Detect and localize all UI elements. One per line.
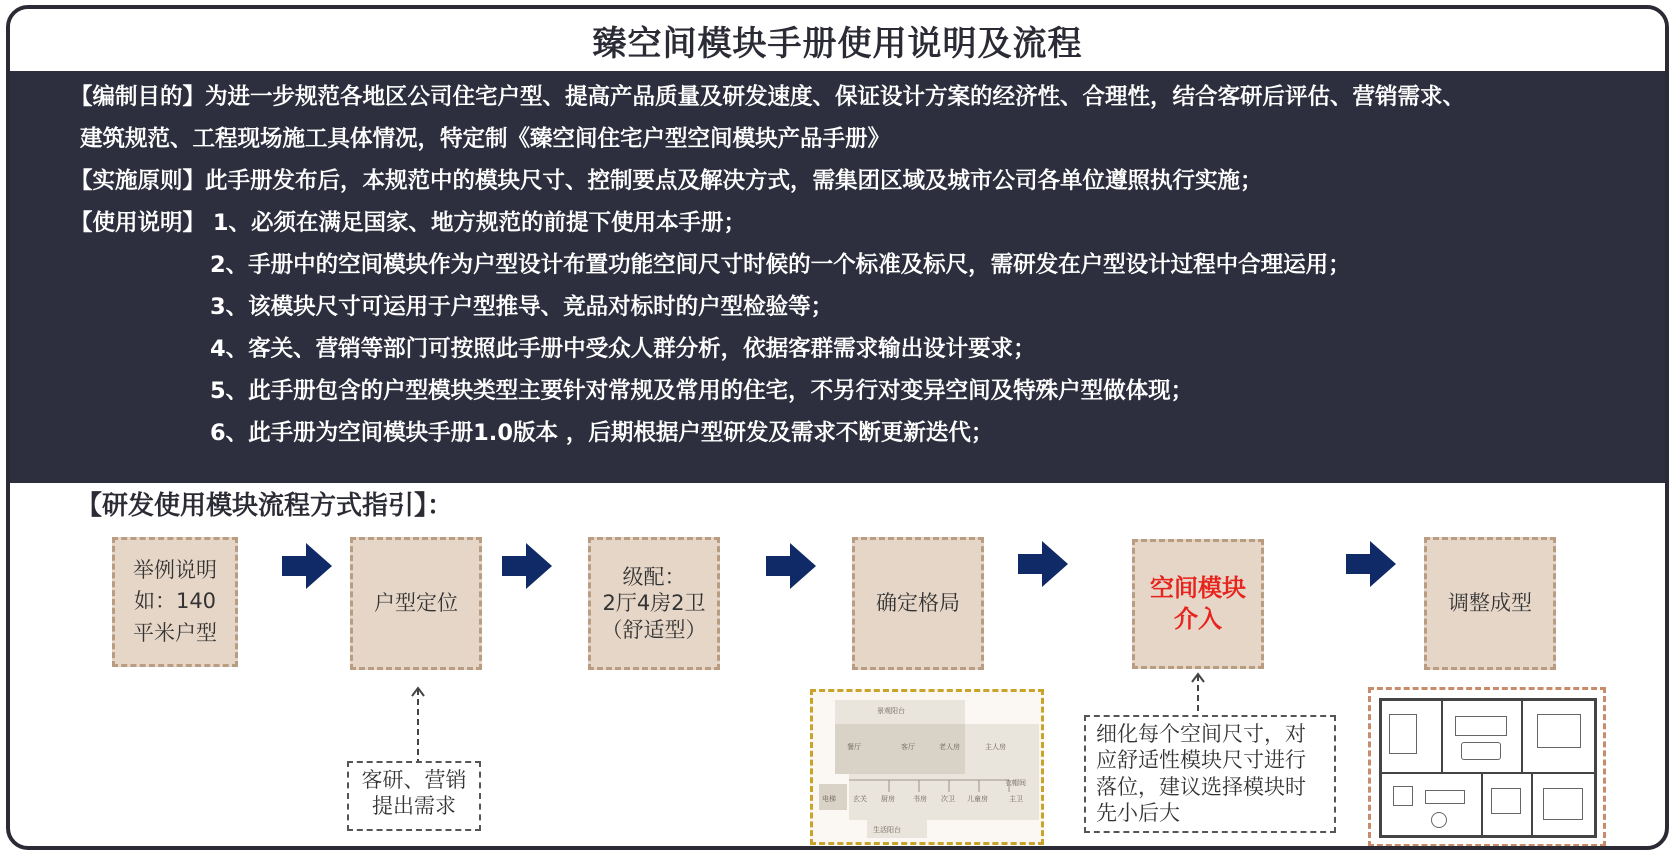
intro-line-2: 建筑规范、工程现场施工具体情况，特定制《臻空间住宅户型空间模块产品手册》 — [80, 126, 891, 152]
flow-arrow-icon — [282, 543, 332, 589]
page-title: 臻空间模块手册使用说明及流程 — [592, 23, 1083, 64]
detail-note-line-1: 细化每个空间尺寸，对 — [1096, 722, 1306, 746]
detail-note — [1084, 715, 1336, 833]
instructions-panel — [10, 71, 1665, 483]
intro-line-4: 【使用说明】 1、必须在满足国家、地方规范的前提下使用本手册； — [70, 210, 746, 236]
plan-label-b7: 主卫 — [1009, 795, 1023, 803]
step-example-line-1: 举例说明 — [133, 557, 217, 582]
plan-furniture — [1431, 812, 1447, 828]
intro-line-5: 2、手册中的空间模块作为户型设计布置功能空间尺寸时候的一个标准及标尺，需研发在户型设计过程中合理运用； — [210, 252, 1351, 278]
intro-line-7: 4、客关、营销等部门可按照此手册中受众人群分析，依据客群需求输出设计要求； — [210, 336, 1036, 362]
step-grading-line-2: 2厅4房2卫 — [602, 591, 706, 616]
intro-line-3: 【实施原则】此手册发布后，本规范中的模块尺寸、控制要点及解决方式，需集团区域及城市公司各单位遵照执行实施； — [70, 168, 1263, 194]
plan-wall — [1441, 701, 1443, 772]
plan-label-r4: 主人房 — [985, 743, 1006, 751]
plan-wall — [1379, 698, 1597, 701]
intro-line-8: 5、此手册包含的户型模块类型主要针对常规及常用的住宅，不另行对变异空间及特殊户型做体现； — [210, 378, 1194, 404]
plan-furniture — [1537, 714, 1581, 748]
demand-note — [347, 761, 481, 831]
plan-label-r3: 老人房 — [939, 743, 960, 751]
plan-wall — [1379, 698, 1382, 838]
finalized-floor-plan — [1368, 687, 1606, 847]
plan-label-r1: 餐厅 — [847, 743, 861, 751]
step-module-intervene — [1132, 539, 1264, 669]
flow-arrow-icon — [766, 543, 816, 589]
page-frame — [6, 5, 1669, 850]
plan-wall — [1594, 698, 1597, 838]
detail-note-line-3: 落位，建议选择模块时 — [1096, 774, 1306, 799]
flow-arrow-icon — [1018, 541, 1068, 587]
plan-label-r2: 客厅 — [901, 743, 915, 751]
layout-bubble-diagram — [810, 689, 1044, 845]
plan-label-b2: 玄关 — [853, 795, 867, 803]
step-example-line-3: 平米户型 — [133, 620, 217, 645]
plan-wall — [1382, 772, 1594, 774]
plan-furniture — [1455, 716, 1507, 736]
demand-note-line-2: 提出需求 — [372, 794, 456, 819]
plan-furniture — [1461, 742, 1501, 760]
plan-label-b4: 书房 — [913, 795, 927, 803]
step-example — [112, 537, 238, 667]
detail-connector-icon — [1188, 671, 1208, 719]
detail-note-line-2: 应舒适性模块尺寸进行 — [1096, 748, 1306, 773]
step-positioning-label: 户型定位 — [374, 590, 458, 615]
plan-label-b3: 厨房 — [881, 795, 895, 803]
plan-furniture — [1543, 788, 1583, 820]
flow-section-title: 【研发使用模块流程方式指引】： — [76, 491, 454, 521]
plan-wall — [1521, 701, 1523, 772]
step-example-line-2: 如：140 — [133, 589, 217, 614]
title-bar — [10, 9, 1665, 71]
step-layout — [852, 537, 984, 670]
step-grading-line-1: 级配： — [622, 565, 686, 590]
flow-arrow-icon — [502, 543, 552, 589]
plan-wall — [1531, 774, 1533, 835]
step-positioning — [350, 537, 482, 670]
plan-label-b6: 儿童房 — [967, 795, 988, 803]
demand-connector-icon — [408, 685, 428, 769]
step-finalize — [1424, 537, 1556, 670]
demand-note-line-1: 客研、营销 — [361, 768, 467, 792]
step-layout-label: 确定格局 — [876, 590, 960, 615]
step-grading-line-3: （舒适型） — [601, 617, 707, 642]
plan-flow-lines-icon — [849, 774, 1039, 798]
plan-furniture — [1393, 786, 1413, 806]
plan-label-side: 衣帽间 — [1005, 779, 1026, 787]
plan-furniture — [1389, 714, 1417, 754]
detail-note-line-4: 先小后大 — [1096, 800, 1180, 825]
intro-line-9: 6、此手册为空间模块手册1.0版本 ，后期根据户型研发及需求不断更新迭代； — [210, 420, 994, 446]
plan-label-bottom: 生活阳台 — [873, 826, 901, 834]
plan-label-b1: 电梯 — [822, 795, 836, 803]
step-finalize-label: 调整成型 — [1448, 590, 1532, 615]
plan-wall — [1481, 774, 1483, 835]
plan-label-b5: 次卫 — [941, 795, 955, 803]
flow-arrow-icon — [1346, 541, 1396, 587]
intro-line-1: 【编制目的】为进一步规范各地区公司住宅户型、提高产品质量及研发速度、保证设计方案的经济性、合理性，结合客研后评估、营销需求、 — [70, 84, 1466, 110]
intro-line-6: 3、该模块尺寸可运用于户型推导、竞品对标时的户型检验等； — [210, 294, 834, 320]
step-module-line-1: 空间模块 — [1150, 573, 1246, 602]
step-module-line-2: 介入 — [1174, 605, 1222, 633]
plan-furniture — [1491, 788, 1521, 814]
plan-wall — [1379, 835, 1597, 838]
plan-furniture — [1425, 790, 1465, 804]
plan-label-top: 景观阳台 — [877, 707, 905, 715]
step-grading — [588, 537, 720, 670]
